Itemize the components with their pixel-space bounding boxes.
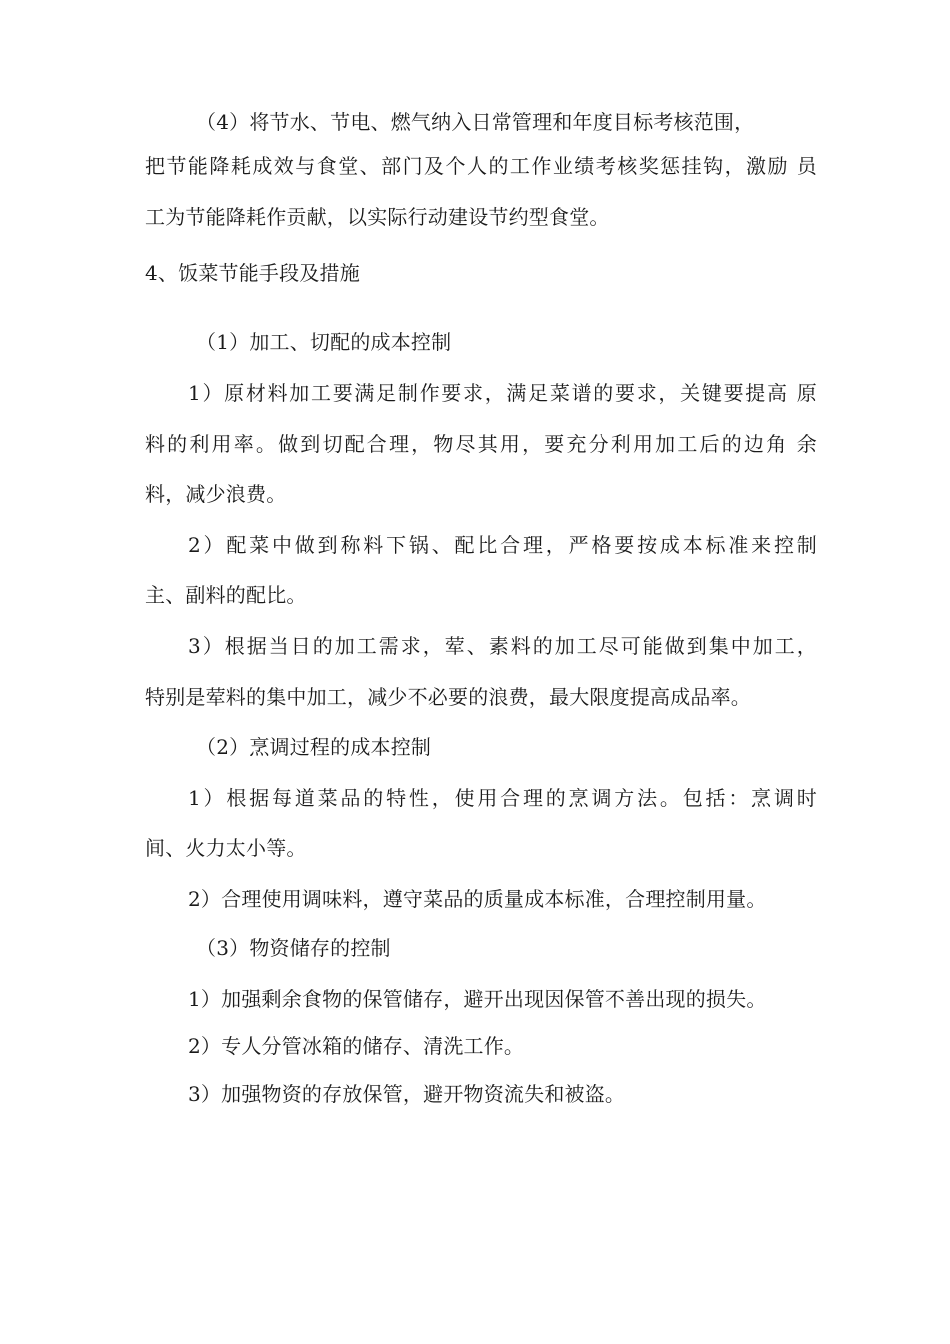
item-3-1: 1）加强剩余食物的保管储存，避开出现因保管不善出现的损失。: [188, 987, 767, 1011]
paragraph-4-line-3: 工为节能降耗作贡献，以实际行动建设节约型食堂。: [145, 205, 610, 229]
item-2-1-line-2: 间、火力太小等。: [145, 836, 307, 860]
section-heading-4: 4、饭菜节能手段及措施: [145, 261, 360, 285]
item-1-1-line-2: 料的利用率。做到切配合理，物尽其用，要充分利用加工后的边角 余: [145, 432, 817, 456]
item-1-1-line-1: 1）原材料加工要满足制作要求，满足菜谱的要求，关键要提高 原: [188, 381, 817, 405]
subsection-heading-2: （2）烹调过程的成本控制: [196, 735, 432, 759]
subsection-heading-1: （1）加工、切配的成本控制: [196, 330, 452, 354]
paragraph-4-line-2: 把节能降耗成效与食堂、部门及个人的工作业绩考核奖惩挂钩，激励 员: [145, 154, 817, 178]
item-3-2: 2）专人分管冰箱的储存、清洗工作。: [188, 1034, 525, 1058]
item-1-1-line-3: 料，减少浪费。: [145, 482, 287, 506]
item-1-2-line-1: 2）配菜中做到称料下锅、配比合理，严格要按成本标准来控制: [188, 533, 817, 557]
subsection-heading-3: （3）物资储存的控制: [196, 936, 391, 960]
item-1-3-line-2: 特别是荤料的集中加工，减少不必要的浪费，最大限度提高成品率。: [145, 685, 751, 709]
item-2-2: 2）合理使用调味料，遵守菜品的质量成本标准，合理控制用量。: [188, 887, 767, 911]
item-1-2-line-2: 主、副料的配比。: [145, 583, 307, 607]
item-3-3: 3）加强物资的存放保管，避开物资流失和被盗。: [188, 1082, 626, 1106]
paragraph-4-line-1: （4）将节水、节电、燃气纳入日常管理和年度目标考核范围，: [196, 110, 755, 134]
item-1-3-line-1: 3）根据当日的加工需求，荤、素料的加工尽可能做到集中加工，: [188, 634, 817, 658]
item-2-1-line-1: 1）根据每道菜品的特性，使用合理的烹调方法。包括：烹调时: [188, 786, 817, 810]
